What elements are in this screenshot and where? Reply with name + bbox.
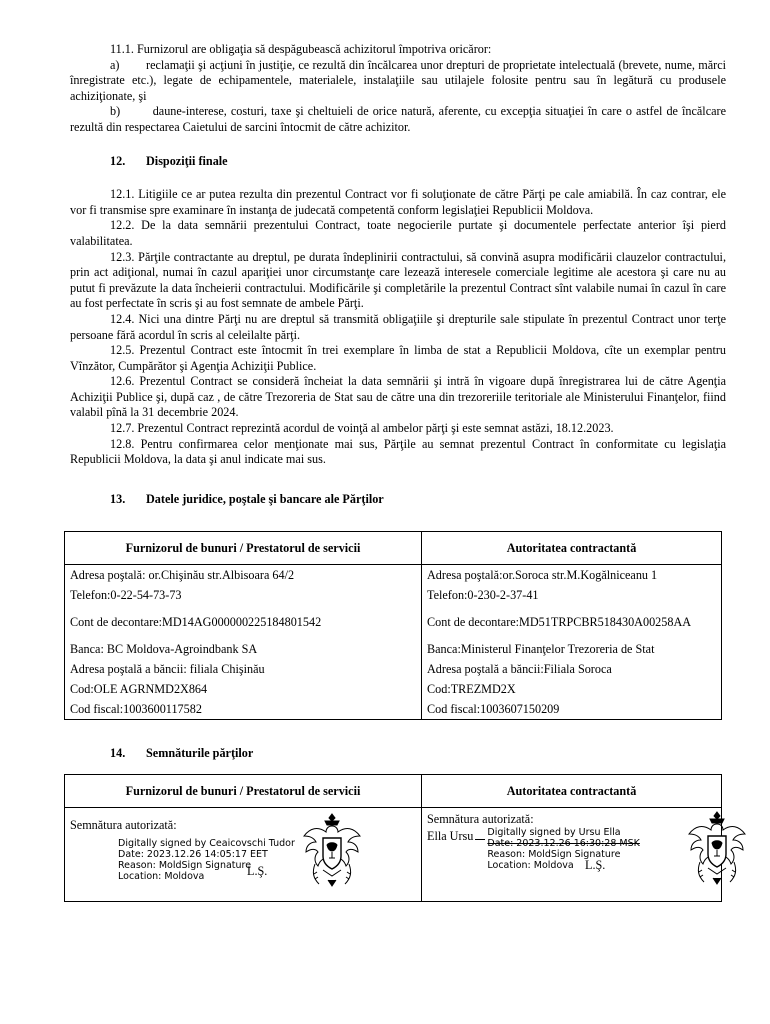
section-title: Semnăturile părţilor bbox=[146, 746, 254, 761]
signature-line bbox=[475, 827, 485, 840]
table-row bbox=[65, 585, 722, 605]
supplier-bank-address: Adresa poştală a băncii: filiala Chişinău bbox=[65, 659, 422, 679]
digital-reason: Reason: MoldSign Signature bbox=[118, 860, 252, 872]
authority-bank-address: Adresa poştală a băncii:Filiala Soroca bbox=[422, 659, 722, 679]
authority-account: Cont de decontare:MD51TRPCBR518430A00258AA bbox=[422, 605, 722, 639]
authority-column-header: Autoritatea contractantă bbox=[422, 775, 722, 808]
section-number: 14. bbox=[110, 746, 126, 761]
supplier-address: Adresa poştală: or.Chişinău str.Albisoara 64/2 bbox=[65, 565, 422, 586]
supplier-column-header: Furnizorul de bunuri / Prestatorul de servicii bbox=[65, 775, 422, 808]
supplier-bank-code: Cod:OLE AGRNMD2X864 bbox=[65, 679, 422, 699]
clause-12-6: 12.6. Prezentul Contract se consideră încheiat la data semnării şi intră în vigoare după înregistrarea lui de către Agenţia Achiziţii Publice şi, după caz , de către Trezoreria de Stat sau de către una din trezoreriile teritoriale ale Ministerului Finanţelor, fiind valabil pînă la 31 decembrie 2024. bbox=[70, 374, 726, 420]
clause-12-1: 12.1. Litigiile ce ar putea rezulta din prezentul Contract vor fi soluţionate de către Părţi pe cale amiabilă. În caz contrar, ele vor fi transmise spre examinare în instanţa de judecată competentă conform legislaţiei Republicii Moldova. bbox=[70, 187, 726, 217]
clause-11-1-a: a) reclamaţii şi acţiuni în justiţie, ce rezultă din încălcarea unor drepturi de proprietate intelectuală (brevete, nume, mărci înregistrate etc.), legate de echipamentele, materialele, instalaţiile sau utilajele folosite pentru sau în legătură cu produsele achiziţionate, şi bbox=[70, 57, 726, 103]
authority-bank: Banca:Ministerul Finanţelor Trezoreria de Stat bbox=[422, 639, 722, 659]
section-title: Dispoziţii finale bbox=[146, 153, 228, 168]
table-row bbox=[65, 639, 722, 659]
section-13-heading bbox=[110, 492, 726, 508]
section-number: 13. bbox=[110, 491, 126, 506]
clause-12-4: 12.4. Nici una dintre Părţi nu are dreptul să transmită obligaţiile şi drepturile sale stipulate în prezentul Contract unor terţe persoane fără acordul în scris al celeilalte părţi. bbox=[70, 311, 726, 342]
supplier-signature-label: Semnătura autorizată: bbox=[70, 818, 177, 833]
supplier-fiscal-code: Cod fiscal:1003600117582 bbox=[65, 699, 422, 720]
section-12-heading bbox=[110, 154, 726, 170]
supplier-phone: Telefon:0-22-54-73-73 bbox=[65, 585, 422, 605]
clause-12-7: 12.7. Prezentul Contract reprezintă acordul de voinţă al ambelor părţi şi este semnat astăzi, 18.12.2023. bbox=[110, 421, 614, 436]
section-title: Datele juridice, poştale şi bancare ale Părţilor bbox=[146, 491, 384, 506]
table-row bbox=[65, 605, 722, 639]
clause-12-8: 12.8. Pentru confirmarea celor menţionate mai sus, Părţile au semnat prezentul Contract în conformitate cu legislaţia Republicii Moldova, la data şi anul indicate mai sus. bbox=[70, 436, 726, 467]
digital-location: Location: Moldova bbox=[118, 871, 205, 883]
moldova-coat-of-arms-icon bbox=[686, 810, 748, 886]
clause-12-5: 12.5. Prezentul Contract este întocmit în trei exemplare în limba de stat a Republicii Moldova, cîte un exemplar pentru Vînzător, Cumpărător şi Agenţia Achiziţii Publice. bbox=[70, 343, 726, 373]
digital-location: Location: Moldova bbox=[487, 860, 574, 872]
supplier-bank: Banca: BC Moldova-Agroindbank SA bbox=[65, 639, 422, 659]
section-number: 12. bbox=[110, 153, 126, 168]
authority-phone: Telefon:0-230-2-37-41 bbox=[422, 585, 722, 605]
digital-date: Date: 2023.12.26 14:05:17 EET bbox=[118, 849, 268, 861]
table-row bbox=[65, 659, 722, 679]
digital-signer: Digitally signed by Ceaicovschi Tudor bbox=[118, 838, 295, 850]
clause-11-1: 11.1. Furnizorul are obligaţia să despăgubească achizitorul împotriva oricăror: bbox=[110, 42, 492, 56]
authority-address: Adresa poştală:or.Soroca str.M.Kogălniceanu 1 bbox=[422, 565, 722, 586]
authority-signature-block bbox=[427, 827, 716, 871]
authority-digital-signature bbox=[487, 827, 639, 871]
ls-mark: L.Ş. bbox=[585, 858, 606, 873]
authority-fiscal-code: Cod fiscal:1003607150209 bbox=[422, 699, 722, 720]
authority-signer-name: Ella Ursu bbox=[427, 829, 474, 844]
table-row bbox=[65, 565, 722, 586]
digital-signer: Digitally signed by Ursu Ella bbox=[487, 827, 621, 839]
supplier-account: Cont de decontare:MD14AG000000225184801542 bbox=[65, 605, 422, 639]
authority-bank-code: Cod:TREZMD2X bbox=[422, 679, 722, 699]
clause-12-2: 12.2. De la data semnării prezentului Contract, toate negocierile purtate şi documentele perfectate anterior îşi pierd valabilitatea. bbox=[70, 218, 726, 248]
authority-signature-label: Semnătura autorizată: bbox=[427, 812, 534, 827]
digital-date: Date: 2023.12.26 16:30:28 MSK bbox=[487, 838, 640, 850]
document-page bbox=[70, 42, 726, 902]
table-row bbox=[65, 679, 722, 699]
ls-mark: L.Ş. bbox=[247, 864, 268, 879]
clause-11-1-b: b) daune-interese, costuri, taxe şi cheltuieli de orice natură, aferente, cu excepţia situaţiei în care o astfel de încălcare rezultă din respectarea Caietului de sarcini întocmit de către achizitor. bbox=[70, 104, 726, 134]
legal-data-table bbox=[64, 531, 722, 720]
authority-column-header: Autoritatea contractantă bbox=[422, 532, 722, 565]
signatures-table bbox=[64, 774, 722, 902]
clause-12-3: 12.3. Părţile contractante au dreptul, pe durata îndeplinirii contractului, să convină asupra modificării clauzelor contractului, prin act adiţional, numai în cazul apariţiei unor circumstanţe care lezează interesele comerciale legitime ale acestora şi care nu au putut fi prevăzute la data încheierii contractului. Modificările şi completările la prezentul Contract sînt valabile numai în cazul în care au fost perfectate în scris şi au fost semnate de ambele Părţi. bbox=[70, 249, 726, 311]
supplier-column-header: Furnizorul de bunuri / Prestatorul de servicii bbox=[65, 532, 422, 565]
digital-reason: Reason: MoldSign Signature bbox=[487, 849, 621, 861]
table-row bbox=[65, 699, 722, 720]
moldova-coat-of-arms-icon bbox=[301, 812, 363, 888]
supplier-signature-cell bbox=[65, 808, 422, 902]
section-14-heading bbox=[110, 746, 726, 762]
authority-signature-cell bbox=[422, 808, 722, 902]
